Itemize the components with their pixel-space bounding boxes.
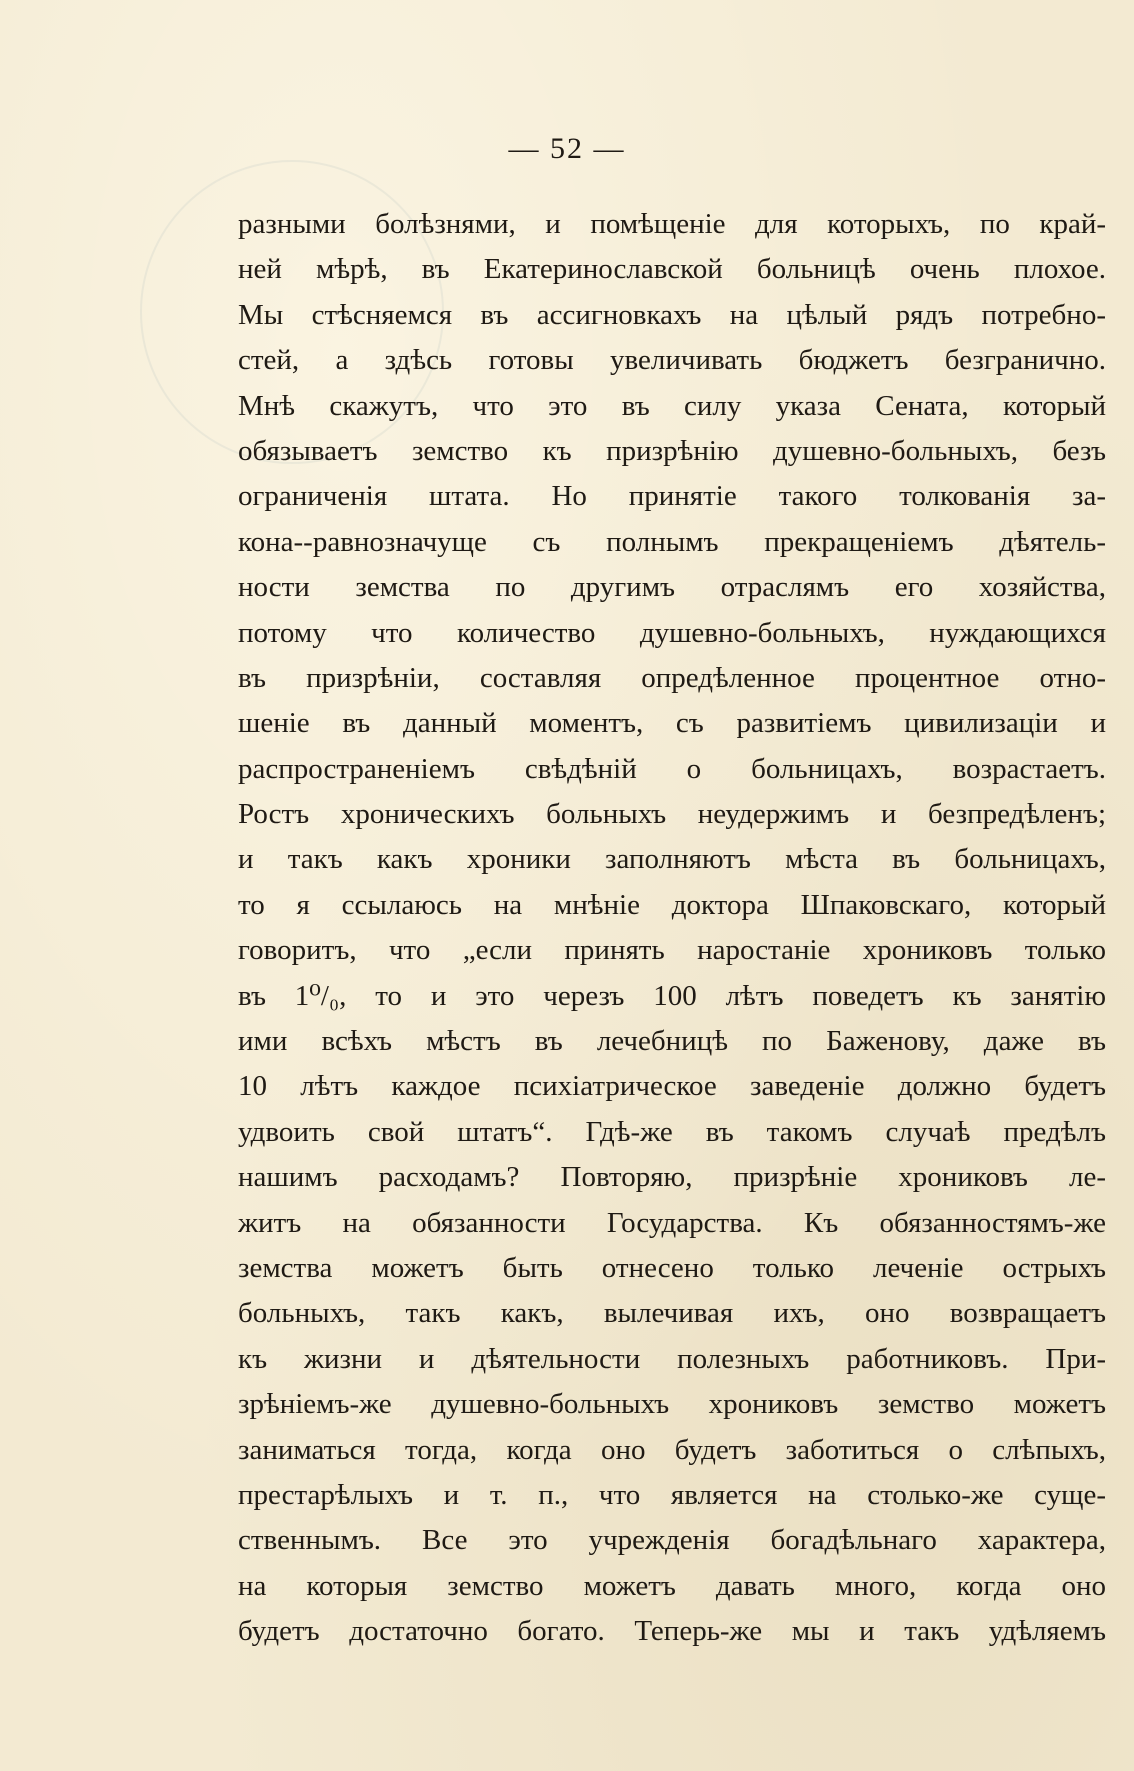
text-line: престарѣлыхъ и т. п., что является на столько-же суще- [238,1478,1106,1511]
body-text [238,202,1106,1655]
text-line: нашимъ расходамъ? Повторяю, призрѣніе хрониковъ ле- [238,1161,1106,1194]
text-line: кона--равнозначуще съ полнымъ прекращеніемъ дѣятель- [238,525,1106,558]
text-line: ности земства по другимъ отраслямъ его хозяйства, [238,571,1106,604]
text-line: и такъ какъ хроники заполняютъ мѣста въ больницахъ, [238,843,1106,876]
text-line: ограниченія штата. Но принятіе такого толкованія за- [238,480,1106,513]
text-line: въ 1⁰/₀, то и это черезъ 100 лѣтъ поведетъ къ занятію [238,979,1106,1012]
text-line: разными болѣзнями, и помѣщеніе для которыхъ, по край- [238,208,1106,240]
text-line: Ростъ хроническихъ больныхъ неудержимъ и безпредѣленъ; [238,798,1106,831]
text-line: житъ на обязанности Государства. Къ обязанностямъ-же [238,1206,1106,1239]
text-line: ими всѣхъ мѣстъ въ лечебницѣ по Баженову, даже въ [238,1025,1106,1058]
text-line: ственнымъ. Все это учрежденія богадѣльнаго характера, [238,1524,1106,1557]
text-line: въ призрѣніи, составляя опредѣленное процентное отно- [238,661,1106,694]
text-line: то я ссылаюсь на мнѣніе доктора Шпаковскаго, который [238,888,1106,921]
text-line: стей, а здѣсь готовы увеличивать бюджетъ безгранично. [238,344,1106,377]
text-line: обязываетъ земство къ призрѣнію душевно-больныхъ, безъ [238,434,1106,467]
page-number: — 52 — [508,132,626,165]
text-line: удвоить свой штатъ“. Гдѣ-же въ такомъ случаѣ предѣлъ [238,1115,1106,1148]
text-line: къ жизни и дѣятельности полезныхъ работниковъ. При- [238,1342,1106,1375]
text-line: говоритъ, что „если принять наростаніе хрониковъ только [238,934,1106,967]
text-line: 10 лѣтъ каждое психіатрическое заведеніе должно будетъ [238,1070,1106,1103]
text-line: будетъ достаточно богато. Теперь-же мы и такъ удѣляемъ [238,1615,1106,1648]
text-line: земства можетъ быть отнесено только леченіе острыхъ [238,1251,1106,1284]
text-line: потому что количество душевно-больныхъ, нуждающихся [238,616,1106,649]
text-line: Мнѣ скажутъ, что это въ силу указа Сената, который [238,389,1106,422]
text-line: зрѣніемъ-же душевно-больныхъ хрониковъ земство можетъ [238,1388,1106,1421]
text-line: шеніе въ данный моментъ, съ развитіемъ цивилизаціи и [238,707,1106,740]
text-line: на которыя земство можетъ давать много, когда оно [238,1569,1106,1602]
text-line: ней мѣрѣ, въ Екатеринославской больницѣ очень плохое. [238,253,1106,286]
text-line: Мы стѣсняемся въ ассигновкахъ на цѣлый рядъ потребно- [238,298,1106,331]
text-line: больныхъ, такъ какъ, вылечивая ихъ, оно возвращаетъ [238,1297,1106,1330]
text-line: заниматься тогда, когда оно будетъ заботиться о слѣпыхъ, [238,1433,1106,1466]
text-line: распространеніемъ свѣдѣній о больницахъ, возрастаетъ. [238,752,1106,785]
